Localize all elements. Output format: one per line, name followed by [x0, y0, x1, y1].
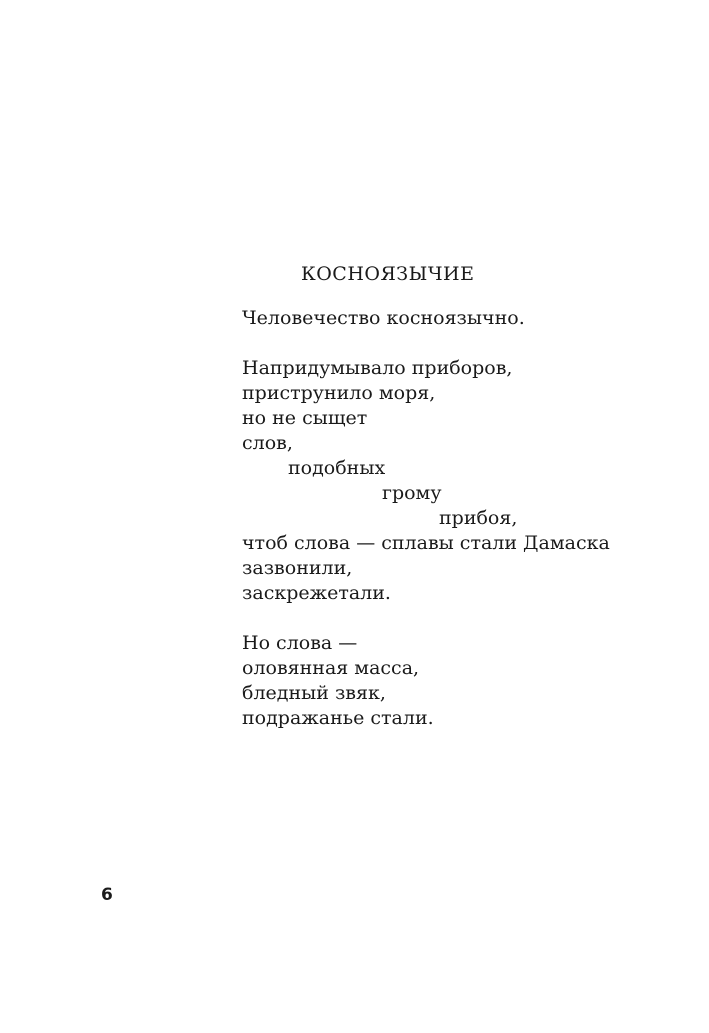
poem-line: приструнило моря, [242, 382, 436, 404]
poem-line: подражанье стали. [242, 707, 434, 729]
stanza-3 [242, 631, 610, 731]
poem-line: слов, [242, 432, 293, 454]
stanza-break [242, 606, 610, 631]
poem-line: но не сыщет [242, 407, 368, 429]
stanza-break [242, 331, 610, 356]
poem-line: Напридумывало приборов, [242, 357, 513, 379]
poem-line-stepped: подобных [288, 457, 386, 479]
poem-line: чтоб слова — сплавы стали Дамаска [242, 532, 610, 554]
poem-line: бледный звяк, [242, 682, 386, 704]
stanza-2 [242, 356, 610, 606]
poem-line: зазвонили, [242, 557, 353, 579]
poem-line: Но слова — [242, 632, 358, 654]
poem-line-stepped: прибоя, [439, 507, 518, 529]
poem-line: оловянная масса, [242, 657, 420, 679]
stanza-1 [242, 306, 610, 331]
poem-line: заскрежетали. [242, 582, 391, 604]
poem-body [242, 306, 610, 731]
poem-line: Человечество косноязычно. [242, 307, 525, 329]
poem-title: КОСНОЯЗЫЧИЕ [301, 263, 475, 285]
poem-line-stepped: грому [382, 482, 442, 504]
page-number: 6 [101, 885, 113, 905]
